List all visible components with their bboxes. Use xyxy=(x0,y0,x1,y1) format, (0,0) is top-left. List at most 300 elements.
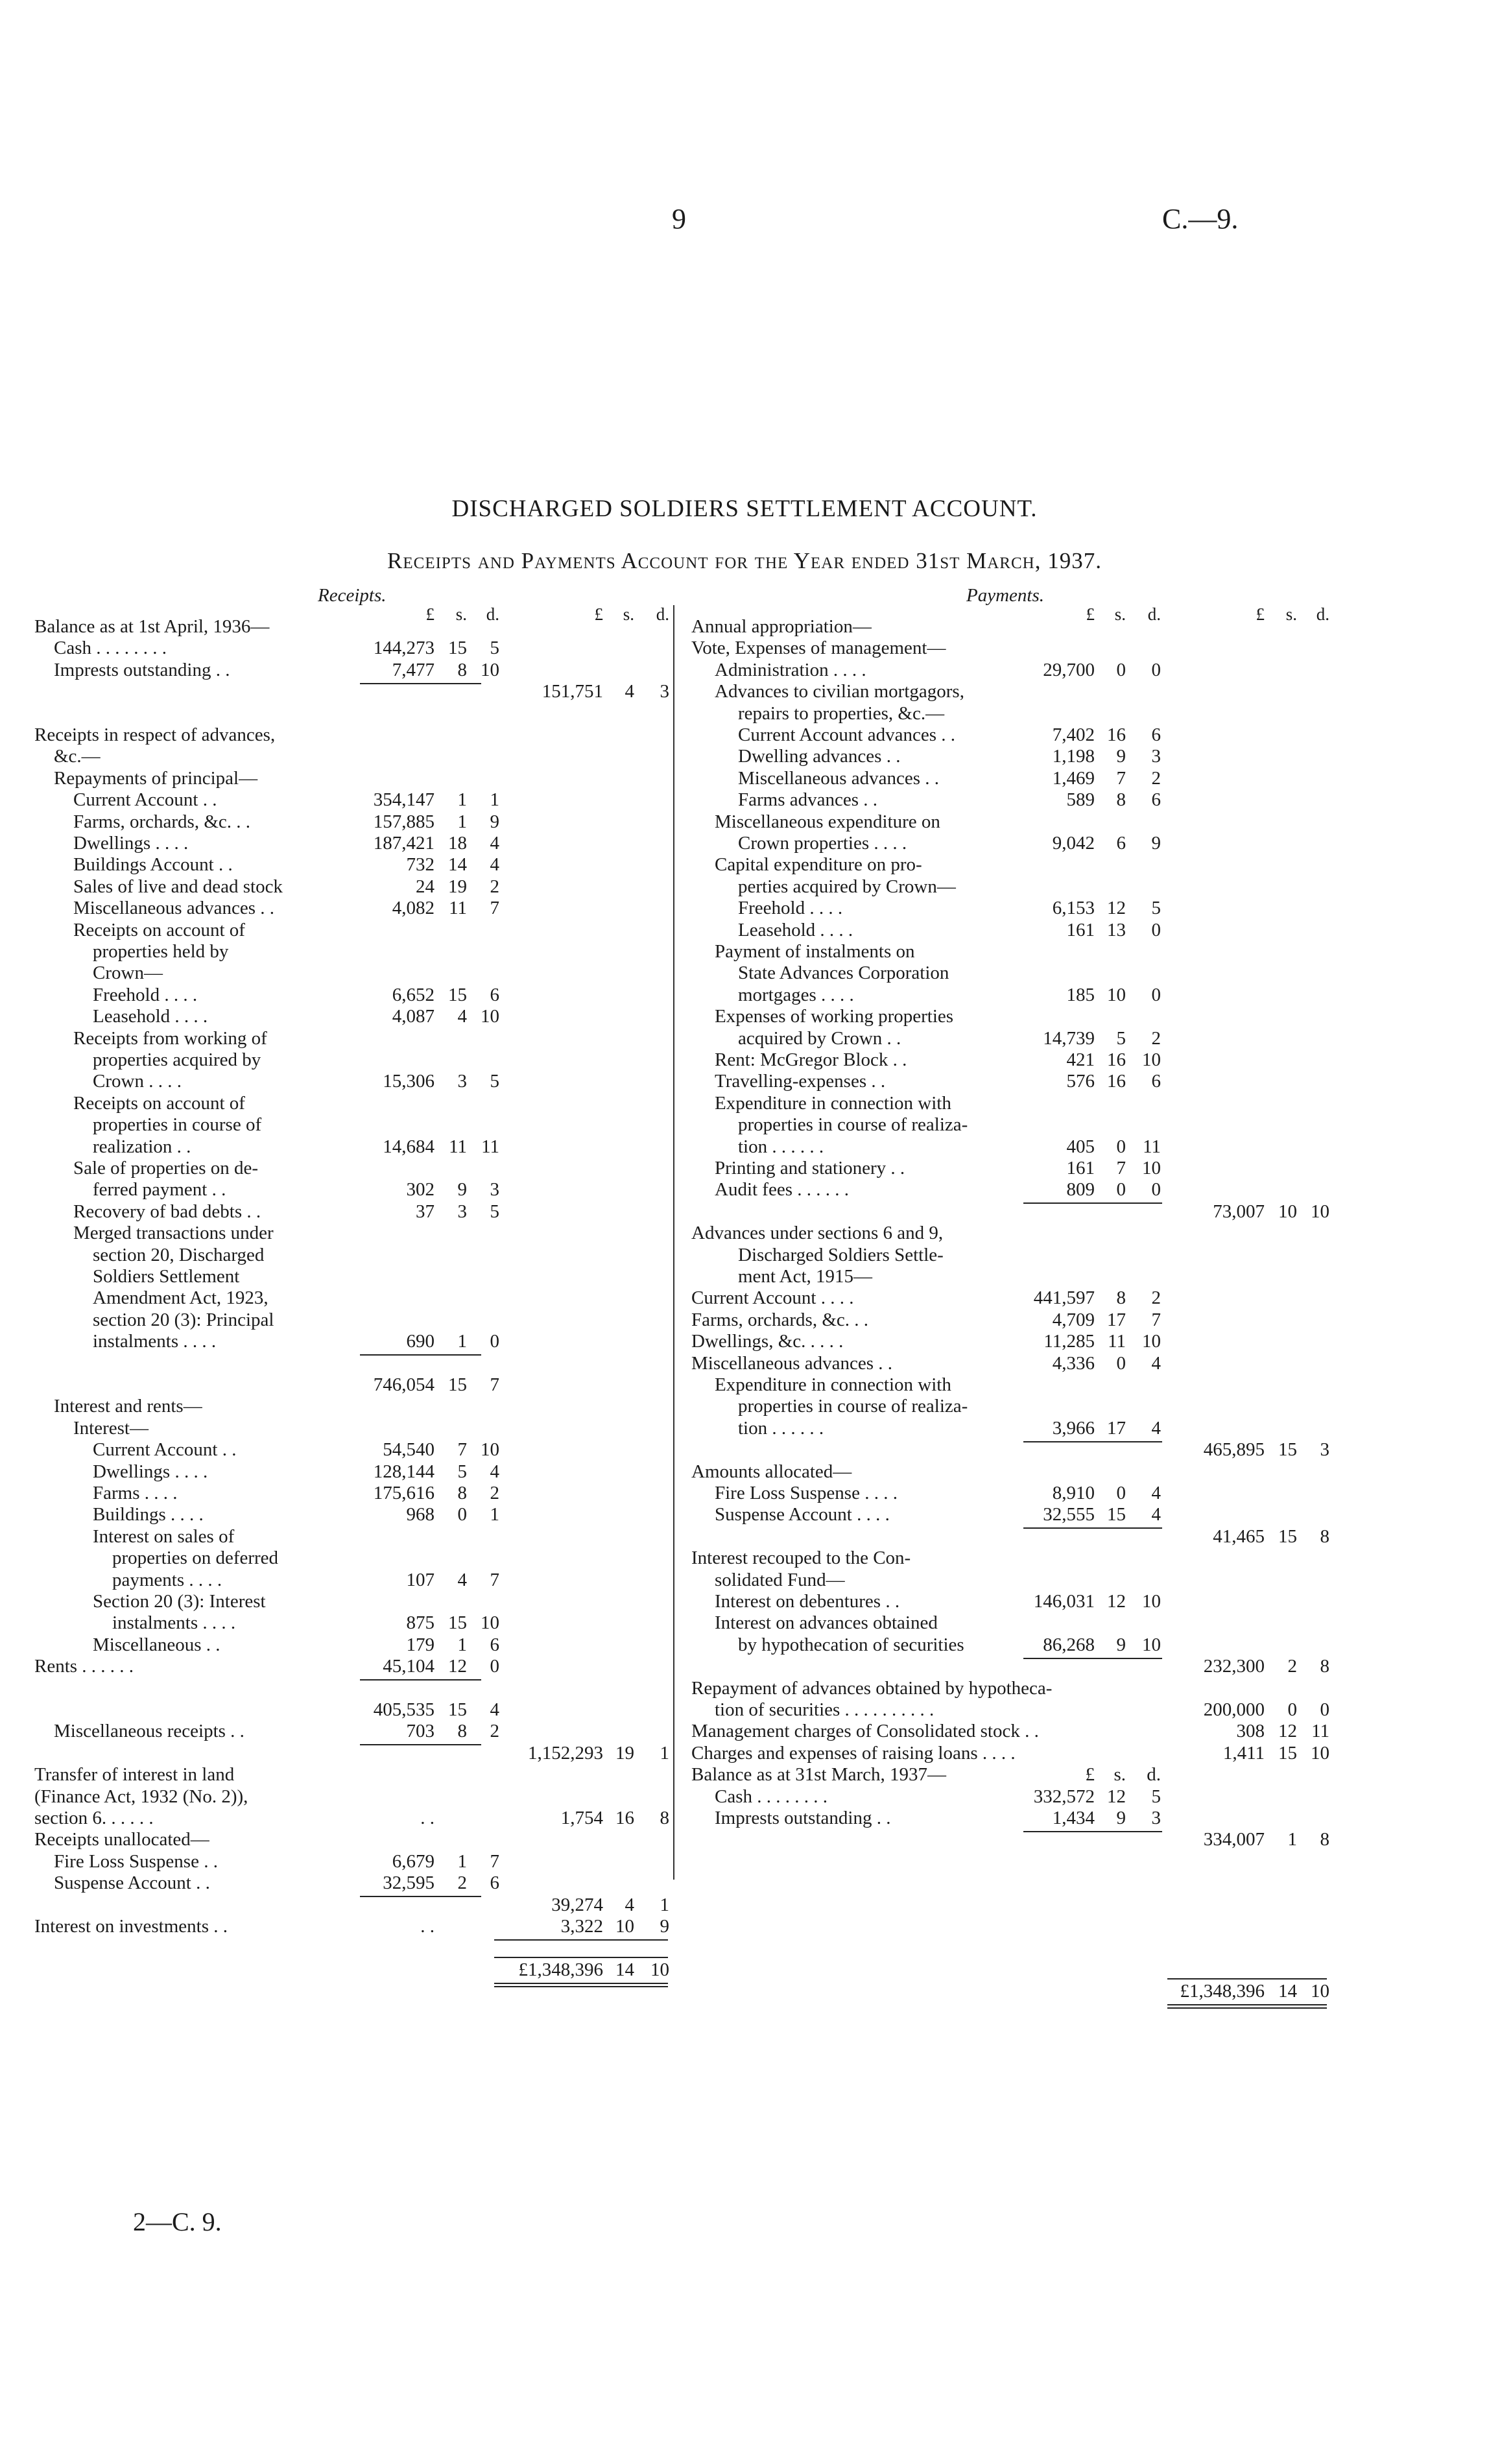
payments-line-label: Crown properties . . . . xyxy=(738,833,907,854)
payments-line xyxy=(0,1201,1489,1223)
payments-amount-inner-pounds: 32,555 xyxy=(1043,1504,1095,1525)
payments-amount-inner-pence: 2 xyxy=(1151,1027,1161,1049)
payments-amount-outer-pence: 10 xyxy=(1311,1201,1329,1222)
payments-line-label: Advances under sections 6 and 9, xyxy=(691,1223,944,1244)
payments-amount-outer-shillings: 1 xyxy=(1287,1829,1297,1850)
payments-line-label: ment Act, 1915— xyxy=(738,1266,873,1287)
receipts-line-label: Repayments of principal— xyxy=(54,767,258,789)
payments-line xyxy=(0,1656,1489,1677)
payments-column-header: d. xyxy=(1316,604,1329,624)
receipts-amount-inner-pounds: 37 xyxy=(416,1201,435,1222)
payments-amount-inner-pence: 7 xyxy=(1151,1309,1161,1330)
receipts-amount-inner-pence: 5 xyxy=(490,638,499,659)
payments-column-header: £ xyxy=(1086,604,1095,624)
receipts-amount-inner-pounds: 875 xyxy=(406,1612,435,1634)
receipts-amount-inner-shillings: 1 xyxy=(457,789,467,811)
receipts-line-label: Receipts from working of xyxy=(73,1027,267,1049)
receipts-amount-inner-pounds: 179 xyxy=(406,1634,435,1655)
receipts-amount-inner-pounds: 187,421 xyxy=(373,833,435,854)
payments-amount-outer-pence: 10 xyxy=(1311,1742,1329,1764)
payments-line-label: Advances to civilian mortgagors, xyxy=(715,681,964,702)
payments-amount-inner-pounds: 7,402 xyxy=(1052,724,1095,745)
payments-line xyxy=(0,833,1489,854)
receipts-amount-inner-shillings: 3 xyxy=(457,1071,467,1092)
payments-amount-outer-pence: 8 xyxy=(1320,1829,1329,1850)
payments-line xyxy=(0,1245,1489,1266)
payments-amount-outer-pounds: £1,348,396 xyxy=(1180,1981,1265,2002)
receipts-amount-inner-pounds: 703 xyxy=(406,1721,435,1742)
receipts-amount-inner-pence: 1 xyxy=(490,1504,499,1525)
receipts-amount-outer-pence: 10 xyxy=(650,1959,669,1980)
receipts-line-label: realization . . xyxy=(93,1136,191,1157)
receipts-amount-inner-pounds: . . xyxy=(420,1808,435,1828)
receipts-line-label: Soldiers Settlement xyxy=(93,1266,240,1287)
payments-line-label: by hypothecation of securities xyxy=(738,1634,964,1655)
receipts-line-label: properties acquired by xyxy=(93,1049,261,1070)
payments-amount-inner-shillings: 8 xyxy=(1116,1287,1126,1309)
receipts-line-label: Dwellings . . . . xyxy=(73,833,189,854)
receipts-line-label: Receipts unallocated— xyxy=(34,1829,209,1850)
payments-line xyxy=(0,898,1489,919)
receipts-line-label: properties in course of xyxy=(93,1114,262,1136)
payments-line xyxy=(0,1006,1489,1027)
receipts-amount-inner-pounds: 175,616 xyxy=(373,1483,435,1503)
payments-line xyxy=(0,1526,1489,1548)
footer-code: 2—C. 9. xyxy=(133,2207,222,2236)
payments-amount-inner-pounds: 9,042 xyxy=(1052,833,1095,854)
receipts-line-label: Farms, orchards, &c. . . xyxy=(73,811,251,832)
payments-line xyxy=(0,1981,1489,2002)
receipts-amount-inner-pence: 4 xyxy=(490,854,499,876)
payments-line xyxy=(0,1287,1489,1309)
receipts-line-label: Transfer of interest in land xyxy=(34,1764,235,1786)
payments-amount-outer-shillings: 2 xyxy=(1287,1656,1297,1677)
payments-amount-inner-pounds: 185 xyxy=(1066,984,1095,1005)
payments-line xyxy=(0,1136,1489,1158)
payments-line xyxy=(0,1093,1489,1114)
payments-line xyxy=(0,1937,1489,1959)
receipts-amount-inner-pounds: 45,104 xyxy=(383,1656,435,1677)
payments-line-label: Imprests outstanding . . xyxy=(715,1808,891,1828)
payments-line xyxy=(0,703,1489,724)
payments-line xyxy=(0,941,1489,963)
receipts-amount-inner-pence: 10 xyxy=(481,1006,499,1027)
receipts-line-label: properties on deferred xyxy=(112,1548,279,1569)
payments-amount-outer-shillings: 10 xyxy=(1278,1201,1297,1222)
receipts-amount-inner-shillings: 4 xyxy=(457,1569,467,1590)
receipts-amount-inner-pence: 2 xyxy=(490,1483,499,1503)
receipts-amount-inner-shillings: 18 xyxy=(448,833,467,854)
receipts-amount-inner-pounds: 128,144 xyxy=(373,1461,435,1482)
receipts-line-label: Interest on investments . . xyxy=(34,1916,228,1937)
receipts-amount-inner-pence: 9 xyxy=(490,811,499,832)
receipts-line-label: Crown . . . . xyxy=(93,1071,182,1092)
receipts-amount-inner-shillings: 8 xyxy=(457,659,467,680)
payments-amount-inner-pence: 11 xyxy=(1143,1136,1161,1157)
receipts-line-label: Leasehold . . . . xyxy=(93,1006,208,1027)
payments-line-label: Expenditure in connection with xyxy=(715,1092,951,1114)
payments-line xyxy=(0,1895,1489,1916)
payments-amount-inner-shillings: 16 xyxy=(1107,1049,1126,1070)
payments-amount-inner-pence: 0 xyxy=(1151,659,1161,680)
payments-amount-inner-shillings: 12 xyxy=(1107,1786,1126,1807)
payments-grand-total-top-rule xyxy=(1167,1978,1327,1980)
payments-line-label: Interest on advances obtained xyxy=(715,1612,938,1634)
payments-amount-outer-pence: 8 xyxy=(1320,1525,1329,1547)
payments-line xyxy=(0,1591,1489,1612)
payments-amount-inner-pence: 9 xyxy=(1151,833,1161,854)
receipts-line-label: ferred payment . . xyxy=(93,1179,226,1201)
receipts-line-label: section 6. . . . . . xyxy=(34,1808,154,1828)
payments-line xyxy=(0,1959,1489,1981)
receipts-amount-outer-shillings: 19 xyxy=(615,1742,634,1764)
document-code: C.—9. xyxy=(1162,203,1239,235)
receipts-amount-inner-shillings: 7 xyxy=(457,1439,467,1461)
payments-amount-inner-pounds: 3,966 xyxy=(1052,1417,1095,1439)
payments-line xyxy=(0,1483,1489,1504)
receipts-amount-inner-shillings: 15 xyxy=(448,1699,467,1720)
receipts-column-header: d. xyxy=(656,604,669,624)
payments-line-label: Vote, Expenses of management— xyxy=(691,638,946,659)
payments-amount-outer-shillings: 15 xyxy=(1278,1742,1297,1764)
payments-amount-inner-pence: 10 xyxy=(1142,1634,1161,1655)
receipts-line-label: Merged transactions under xyxy=(73,1223,274,1244)
payments-amount-inner-pounds: 421 xyxy=(1066,1049,1095,1070)
payments-amount-inner-pence: 10 xyxy=(1142,1158,1161,1178)
receipts-amount-inner-pence: 2 xyxy=(490,876,499,897)
payments-line xyxy=(0,638,1489,659)
payments-line-label: Management charges of Consolidated stock . . xyxy=(691,1721,1039,1742)
payments-amount-inner-shillings: 0 xyxy=(1116,1352,1126,1374)
payments-line xyxy=(0,768,1489,789)
receipts-amount-inner-shillings: 1 xyxy=(457,1634,467,1655)
receipts-line-label: (Finance Act, 1932 (No. 2)), xyxy=(34,1786,248,1807)
receipts-amount-inner-pounds: 7,477 xyxy=(392,659,435,680)
payments-amount-outer-pence: 3 xyxy=(1320,1439,1329,1461)
receipts-line-label: Balance as at 1st April, 1936— xyxy=(34,616,270,637)
payments-column-header: £ xyxy=(1256,604,1265,624)
payments-line xyxy=(0,1418,1489,1439)
receipts-amount-inner-shillings: 15 xyxy=(448,984,467,1005)
payments-line xyxy=(0,1570,1489,1591)
payments-line xyxy=(0,876,1489,898)
payments-amount-inner-pounds: 441,597 xyxy=(1033,1287,1095,1309)
receipts-amount-inner-pounds: 746,054 xyxy=(373,1374,435,1395)
payments-amount-inner-shillings: 15 xyxy=(1107,1504,1126,1525)
receipts-line-label: Dwellings . . . . xyxy=(93,1461,208,1482)
payments-amount-inner-pence: 0 xyxy=(1151,984,1161,1005)
payments-line-label: Interest recouped to the Con- xyxy=(691,1548,911,1569)
payments-amount-outer-pounds: 308 xyxy=(1236,1721,1265,1742)
receipts-amount-outer-pence: 8 xyxy=(660,1808,669,1828)
receipts-line-label: properties held by xyxy=(93,941,229,962)
payments-amount-outer-shillings: 0 xyxy=(1287,1699,1297,1720)
receipts-amount-outer-shillings: 10 xyxy=(615,1916,634,1937)
payments-amount-inner-pence: 10 xyxy=(1142,1331,1161,1352)
receipts-amount-inner-pounds: 690 xyxy=(406,1331,435,1352)
payments-amount-inner-pence: 4 xyxy=(1151,1483,1161,1503)
receipts-amount-inner-shillings: 15 xyxy=(448,1374,467,1395)
receipts-line-label: Receipts in respect of advances, xyxy=(34,724,276,745)
payments-line-label: Capital expenditure on pro- xyxy=(715,854,922,876)
receipts-line-label: Miscellaneous receipts . . xyxy=(54,1721,244,1742)
payments-line-label: Travelling-expenses . . xyxy=(715,1071,886,1092)
payments-amount-inner-shillings: 0 xyxy=(1116,1179,1126,1201)
payments-column-header: s. xyxy=(1114,604,1126,624)
payments-amount-inner-pence: 3 xyxy=(1151,1808,1161,1828)
receipts-amount-inner-pence: 4 xyxy=(490,833,499,854)
payments-line-label: Discharged Soldiers Settle- xyxy=(738,1244,944,1265)
receipts-amount-inner-pounds: 405,535 xyxy=(373,1699,435,1720)
receipts-amount-outer-pounds: 1,152,293 xyxy=(528,1742,603,1764)
payments-line-label: Miscellaneous expenditure on xyxy=(715,811,940,832)
receipts-amount-inner-pounds: 24 xyxy=(416,876,435,897)
payments-amount-inner-pence: 3 xyxy=(1151,746,1161,767)
receipts-amount-inner-pence: 3 xyxy=(490,1179,499,1201)
payments-line xyxy=(0,1504,1489,1525)
payments-amount-inner-pounds: 14,739 xyxy=(1043,1027,1095,1049)
payments-line xyxy=(0,811,1489,833)
receipts-line-label: Current Account . . xyxy=(73,789,217,811)
payments-line-label: solidated Fund— xyxy=(715,1569,845,1590)
receipts-amount-inner-pounds: 54,540 xyxy=(383,1439,435,1461)
payments-line-label: Current Account . . . . xyxy=(691,1287,854,1309)
payments-amount-inner-pounds: 809 xyxy=(1066,1179,1095,1201)
payments-line xyxy=(0,1028,1489,1049)
payments-line-label: properties in course of realiza- xyxy=(738,1396,968,1417)
receipts-line-label: instalments . . . . xyxy=(93,1331,217,1352)
payments-amount-inner-shillings: 6 xyxy=(1116,833,1126,854)
receipts-amount-inner-shillings: 3 xyxy=(457,1201,467,1222)
receipts-line-label: Sale of properties on de- xyxy=(73,1158,259,1178)
receipts-amount-inner-shillings: 12 xyxy=(448,1656,467,1677)
payments-amount-inner-pounds: 8,910 xyxy=(1052,1483,1095,1503)
receipts-amount-inner-pounds: 732 xyxy=(406,854,435,876)
payments-line-label: Amounts allocated— xyxy=(691,1461,852,1482)
payments-amount-inner-pounds: 576 xyxy=(1066,1071,1095,1092)
receipts-column-header: d. xyxy=(486,604,499,624)
payments-amount-inner-pence: 6 xyxy=(1151,724,1161,745)
payments-line xyxy=(0,854,1489,876)
payments-line-label: properties in course of realiza- xyxy=(738,1114,968,1136)
payments-line-label: Interest on debentures . . xyxy=(715,1591,900,1612)
receipts-amount-inner-shillings: 11 xyxy=(449,898,467,919)
payments-line-label: repairs to properties, &c.— xyxy=(738,702,945,724)
receipts-column-header: s. xyxy=(623,604,634,624)
payments-line-label: Printing and stationery . . xyxy=(715,1158,905,1178)
payments-amount-inner-shillings: 9 xyxy=(1116,746,1126,767)
payments-amount-inner-shillings: 12 xyxy=(1107,1591,1126,1612)
receipts-amount-outer-pounds: 39,274 xyxy=(551,1894,603,1915)
payments-line xyxy=(0,963,1489,984)
payments-amount-outer-shillings: 15 xyxy=(1278,1525,1297,1547)
payments-amount-inner-pounds: 1,434 xyxy=(1052,1808,1095,1828)
payments-amount-outer-pence: 11 xyxy=(1311,1721,1329,1742)
receipts-amount-outer-pence: 9 xyxy=(660,1916,669,1937)
receipts-amount-inner-pence: 5 xyxy=(490,1201,499,1222)
payments-line-label: State Advances Corporation xyxy=(738,963,949,984)
payments-amount-inner-pounds: 6,153 xyxy=(1052,898,1095,919)
payments-line-label: Audit fees . . . . . . xyxy=(715,1179,849,1201)
receipts-line-label: Farms . . . . xyxy=(93,1483,178,1503)
receipts-line-label: Section 20 (3): Interest xyxy=(93,1591,266,1612)
payments-amount-inner-shillings: 5 xyxy=(1116,1027,1126,1049)
receipts-amount-inner-pounds: 15,306 xyxy=(383,1071,435,1092)
payments-line-label: tion . . . . . . xyxy=(738,1136,824,1157)
payments-line xyxy=(0,1071,1489,1092)
receipts-column-header: s. xyxy=(455,604,467,624)
payments-amount-inner-pounds: 146,031 xyxy=(1033,1591,1095,1612)
payments-line xyxy=(0,1872,1489,1894)
payments-amount-outer-pounds: 41,465 xyxy=(1213,1525,1265,1547)
receipts-line-label: Interest and rents— xyxy=(54,1396,202,1417)
receipts-line-label: Recovery of bad debts . . xyxy=(73,1201,261,1222)
payments-amount-inner-pounds: 589 xyxy=(1066,789,1095,811)
payments-amount-inner-shillings: 8 xyxy=(1116,789,1126,811)
payments-amount-inner-pence: 0 xyxy=(1151,1179,1161,1201)
receipts-amount-outer-pounds: 151,751 xyxy=(542,681,603,702)
payments-amount-outer-pounds: 465,895 xyxy=(1203,1439,1265,1461)
payments-line-label: Administration . . . . xyxy=(715,659,866,680)
receipts-line-label: Receipts on account of xyxy=(73,919,245,940)
payments-line xyxy=(0,1699,1489,1721)
payments-amount-inner-pounds: 11,285 xyxy=(1043,1331,1095,1352)
receipts-amount-inner-shillings: 11 xyxy=(449,1136,467,1157)
payments-line-label: Leasehold . . . . xyxy=(738,919,853,940)
receipts-amount-inner-pence: 7 xyxy=(490,898,499,919)
receipts-amount-outer-shillings: 4 xyxy=(625,1894,634,1915)
payments-amount-inner-pence: 10 xyxy=(1142,1049,1161,1070)
payments-line-label: Rent: McGregor Block . . xyxy=(715,1049,907,1070)
payments-line-label: Freehold . . . . xyxy=(738,898,843,919)
receipts-amount-outer-pounds: 3,322 xyxy=(560,1916,603,1937)
receipts-amount-inner-pence: 6 xyxy=(490,984,499,1005)
payments-line xyxy=(0,1829,1489,1850)
payments-amount-inner-shillings: 7 xyxy=(1116,767,1126,789)
payments-amount-outer-shillings: 15 xyxy=(1278,1439,1297,1461)
receipts-amount-inner-shillings: 9 xyxy=(457,1179,467,1201)
payments-line xyxy=(0,1461,1489,1483)
receipts-amount-inner-pounds: . . xyxy=(420,1916,435,1937)
receipts-amount-inner-pounds: 107 xyxy=(406,1569,435,1590)
payments-line xyxy=(0,1786,1489,1808)
payments-line-label: Miscellaneous advances . . xyxy=(691,1352,893,1374)
payments-line xyxy=(0,1049,1489,1071)
receipts-amount-inner-shillings: 1 xyxy=(457,1331,467,1352)
payments-line xyxy=(0,724,1489,746)
payments-line-label: Annual appropriation— xyxy=(691,616,872,637)
payments-amount-inner-pence: 5 xyxy=(1151,898,1161,919)
payments-line-label: Current Account advances . . xyxy=(738,724,956,745)
payments-line xyxy=(0,1396,1489,1417)
payments-line-label: Charges and expenses of raising loans . . . . xyxy=(691,1742,1016,1764)
payments-line xyxy=(0,985,1489,1006)
receipts-amount-inner-shillings: 5 xyxy=(457,1461,467,1482)
payments-amount-inner-pounds: 1,198 xyxy=(1052,746,1095,767)
payments-line xyxy=(0,681,1489,702)
receipts-amount-inner-pence: 7 xyxy=(490,1850,499,1872)
receipts-column-header: £ xyxy=(425,604,435,624)
payments-amount-inner-shillings: 17 xyxy=(1107,1417,1126,1439)
payments-line xyxy=(0,1612,1489,1634)
payments-line xyxy=(0,660,1489,681)
payments-line xyxy=(0,1114,1489,1136)
receipts-amount-inner-pence: 10 xyxy=(481,1612,499,1634)
payments-line xyxy=(0,1331,1489,1352)
payments-line-label: Expenditure in connection with xyxy=(715,1374,951,1395)
receipts-line-label: Freehold . . . . xyxy=(93,984,198,1005)
receipts-amount-inner-shillings: 19 xyxy=(448,876,467,897)
payments-amount-inner-pence: d. xyxy=(1147,1764,1161,1786)
payments-amount-outer-pence: 0 xyxy=(1320,1699,1329,1720)
payments-line-label: Expenses of working properties xyxy=(715,1006,954,1027)
payments-amount-inner-pence: 4 xyxy=(1151,1504,1161,1525)
payments-amount-outer-pounds: 232,300 xyxy=(1203,1656,1265,1677)
receipts-line-label: Imprests outstanding . . xyxy=(54,659,230,680)
receipts-amount-inner-pounds: 4,082 xyxy=(392,898,435,919)
payments-line xyxy=(0,616,1489,638)
payments-column-header: d. xyxy=(1147,604,1161,624)
payments-line xyxy=(0,1743,1489,1764)
receipts-line-label: Receipts on account of xyxy=(73,1092,245,1114)
payments-amount-inner-pounds: 4,336 xyxy=(1052,1352,1095,1374)
payments-amount-inner-pounds: 405 xyxy=(1066,1136,1095,1157)
receipts-amount-inner-pence: 7 xyxy=(490,1374,499,1395)
receipts-line-label: Miscellaneous . . xyxy=(93,1634,220,1655)
receipts-amount-inner-pounds: 6,679 xyxy=(392,1850,435,1872)
receipts-heading: Receipts. xyxy=(318,585,387,606)
receipts-line-label: payments . . . . xyxy=(112,1569,222,1590)
receipts-column-header: £ xyxy=(594,604,603,624)
payments-amount-inner-pence: 2 xyxy=(1151,767,1161,789)
payments-line-label: acquired by Crown . . xyxy=(738,1027,901,1049)
payments-amount-inner-shillings: 10 xyxy=(1107,984,1126,1005)
payments-line-label: Farms advances . . xyxy=(738,789,878,811)
payments-amount-inner-shillings: 17 xyxy=(1107,1309,1126,1330)
payments-amount-inner-shillings: 7 xyxy=(1116,1158,1126,1178)
receipts-amount-inner-shillings: 14 xyxy=(448,854,467,876)
payments-line-label: Balance as at 31st March, 1937— xyxy=(691,1764,947,1786)
receipts-line-label: Buildings Account . . xyxy=(73,854,233,876)
payments-amount-inner-shillings: 13 xyxy=(1107,919,1126,940)
payments-line xyxy=(0,920,1489,941)
payments-amount-outer-pence: 10 xyxy=(1311,1981,1329,2002)
receipts-amount-inner-pence: 4 xyxy=(490,1461,499,1482)
payments-amount-outer-pounds: 334,007 xyxy=(1203,1829,1265,1850)
receipts-amount-inner-pounds: 6,652 xyxy=(392,984,435,1005)
payments-line-label: Repayment of advances obtained by hypotheca- xyxy=(691,1677,1053,1699)
page-subtitle: Receipts and Payments Account for the Year ended 31st March, 1937. xyxy=(387,548,1102,573)
page-number: 9 xyxy=(672,203,686,235)
payments-amount-inner-pence: 10 xyxy=(1142,1591,1161,1612)
payments-amount-outer-pounds: 1,411 xyxy=(1222,1742,1265,1764)
receipts-amount-inner-pence: 10 xyxy=(481,659,499,680)
payments-amount-inner-shillings: 12 xyxy=(1107,898,1126,919)
receipts-amount-outer-shillings: 14 xyxy=(615,1959,634,1980)
payments-line-label: perties acquired by Crown— xyxy=(738,876,956,897)
receipts-amount-inner-shillings: 0 xyxy=(457,1504,467,1525)
receipts-amount-inner-shillings: 2 xyxy=(457,1872,467,1894)
receipts-line-label: Fire Loss Suspense . . xyxy=(54,1850,218,1872)
receipts-amount-inner-pence: 0 xyxy=(490,1656,499,1677)
receipts-amount-inner-pounds: 354,147 xyxy=(373,789,435,811)
payments-line xyxy=(0,1721,1489,1742)
payments-amount-inner-shillings: 9 xyxy=(1116,1634,1126,1655)
payments-heading: Payments. xyxy=(966,585,1044,606)
payments-line xyxy=(0,1678,1489,1699)
payments-line xyxy=(0,746,1489,767)
payments-line-label: Fire Loss Suspense . . . . xyxy=(715,1483,898,1503)
